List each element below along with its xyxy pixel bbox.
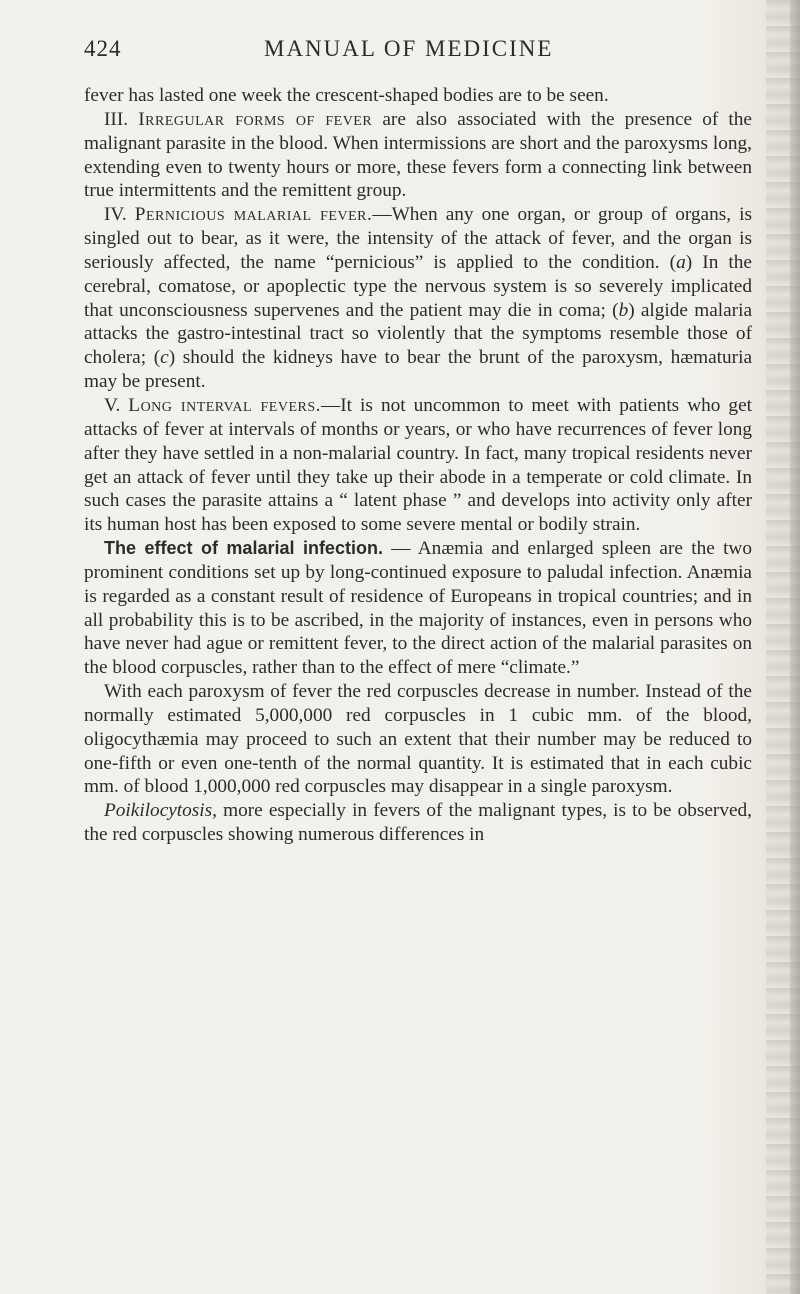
term-poikilocytosis: Poikilocytosis, xyxy=(104,800,217,822)
paragraph-effect-of-infection: The effect of malarial infection. — Anæmia and enlarged spleen are the two prominent conditions set up by long-continued exposure to paludal infection. Anæmia is regarded as a constant result of residence of Europeans in tropical countries; and in all probability this is to be ascribed, in the majority of instances, even in persons who have never had ague or remittent fever, to the direct action of the malarial parasites on the blood corpuscles, rather than to the effect of mere “climate.” xyxy=(84,538,752,679)
paragraph-long-interval: V. Long interval fevers.—It is not uncommon to meet with patients who get attacks of fever at intervals of months or years, or who have recurrences of fever long after they have settled in a non-malarial country. In fact, many tropical residents never get an attack of fever until they take up their abode in a temperate or cold climate. In such cases the parasite attains a “ latent phase ” and develops into activity only after its human host has been exposed to some severe mental or bodily strain. xyxy=(84,394,752,536)
running-head: MANUAL OF MEDICINE xyxy=(264,36,554,61)
section-heading-effect: The effect of malarial infection. xyxy=(104,538,383,559)
page-edge-dark xyxy=(790,0,800,1294)
paragraph-poikilocytosis: Poikilocytosis, more especially in fevers of the malignant types, is to be observed, the red corpuscles showing numerous differences in xyxy=(84,800,752,846)
body-text xyxy=(84,84,752,847)
page-header xyxy=(84,36,734,72)
paragraph-1: fever has lasted one week the crescent-shaped bodies are to be seen. xyxy=(84,85,609,106)
paragraph-paroxysm: With each paroxysm of fever the red corpuscles decrease in number. Instead of the normally estimated 5,000,000 red corpuscles in 1 cubic mm. of the blood, oligocythæmia may proceed to such an extent that their number may be reduced to one-fifth or even one-tenth of the normal quantity. It is estimated that in each cubic mm. of blood 1,000,000 red corpuscles may disappear in a single paroxysm. xyxy=(84,681,752,798)
section-title-irregular-forms: Irregular forms of fever xyxy=(138,108,373,130)
section-title-long-interval: Long interval fevers. xyxy=(128,394,321,416)
paragraph-irregular-forms: III. Irregular forms of fever are also associated with the presence of the malignant parasite in the blood. When intermissions are short and the paroxysms long, extending even to twenty hours or more, these fevers form a connecting link between true intermittents and the remittent group. xyxy=(84,108,752,202)
page-number: 424 xyxy=(84,36,122,61)
section-title-pernicious: Pernicious malarial fever. xyxy=(134,204,373,226)
paragraph-pernicious: IV. Pernicious malarial fever.—When any one organ, or group of organs, is singled out to bear, as it were, the intensity of the attack of fever, and the organ is seriously affected, the name “pernicious” is applied to the condition. (a) In the cerebral, comatose, or apoplectic type the nervous system is so severely implicated that unconsciousness supervenes and the patient may die in coma; (b) algide malaria attacks the gastro-intestinal tract so violently that the symptoms resemble those of cholera; (c) should the kidneys have to bear the brunt of the paroxysm, hæmaturia may be present. xyxy=(84,204,753,393)
